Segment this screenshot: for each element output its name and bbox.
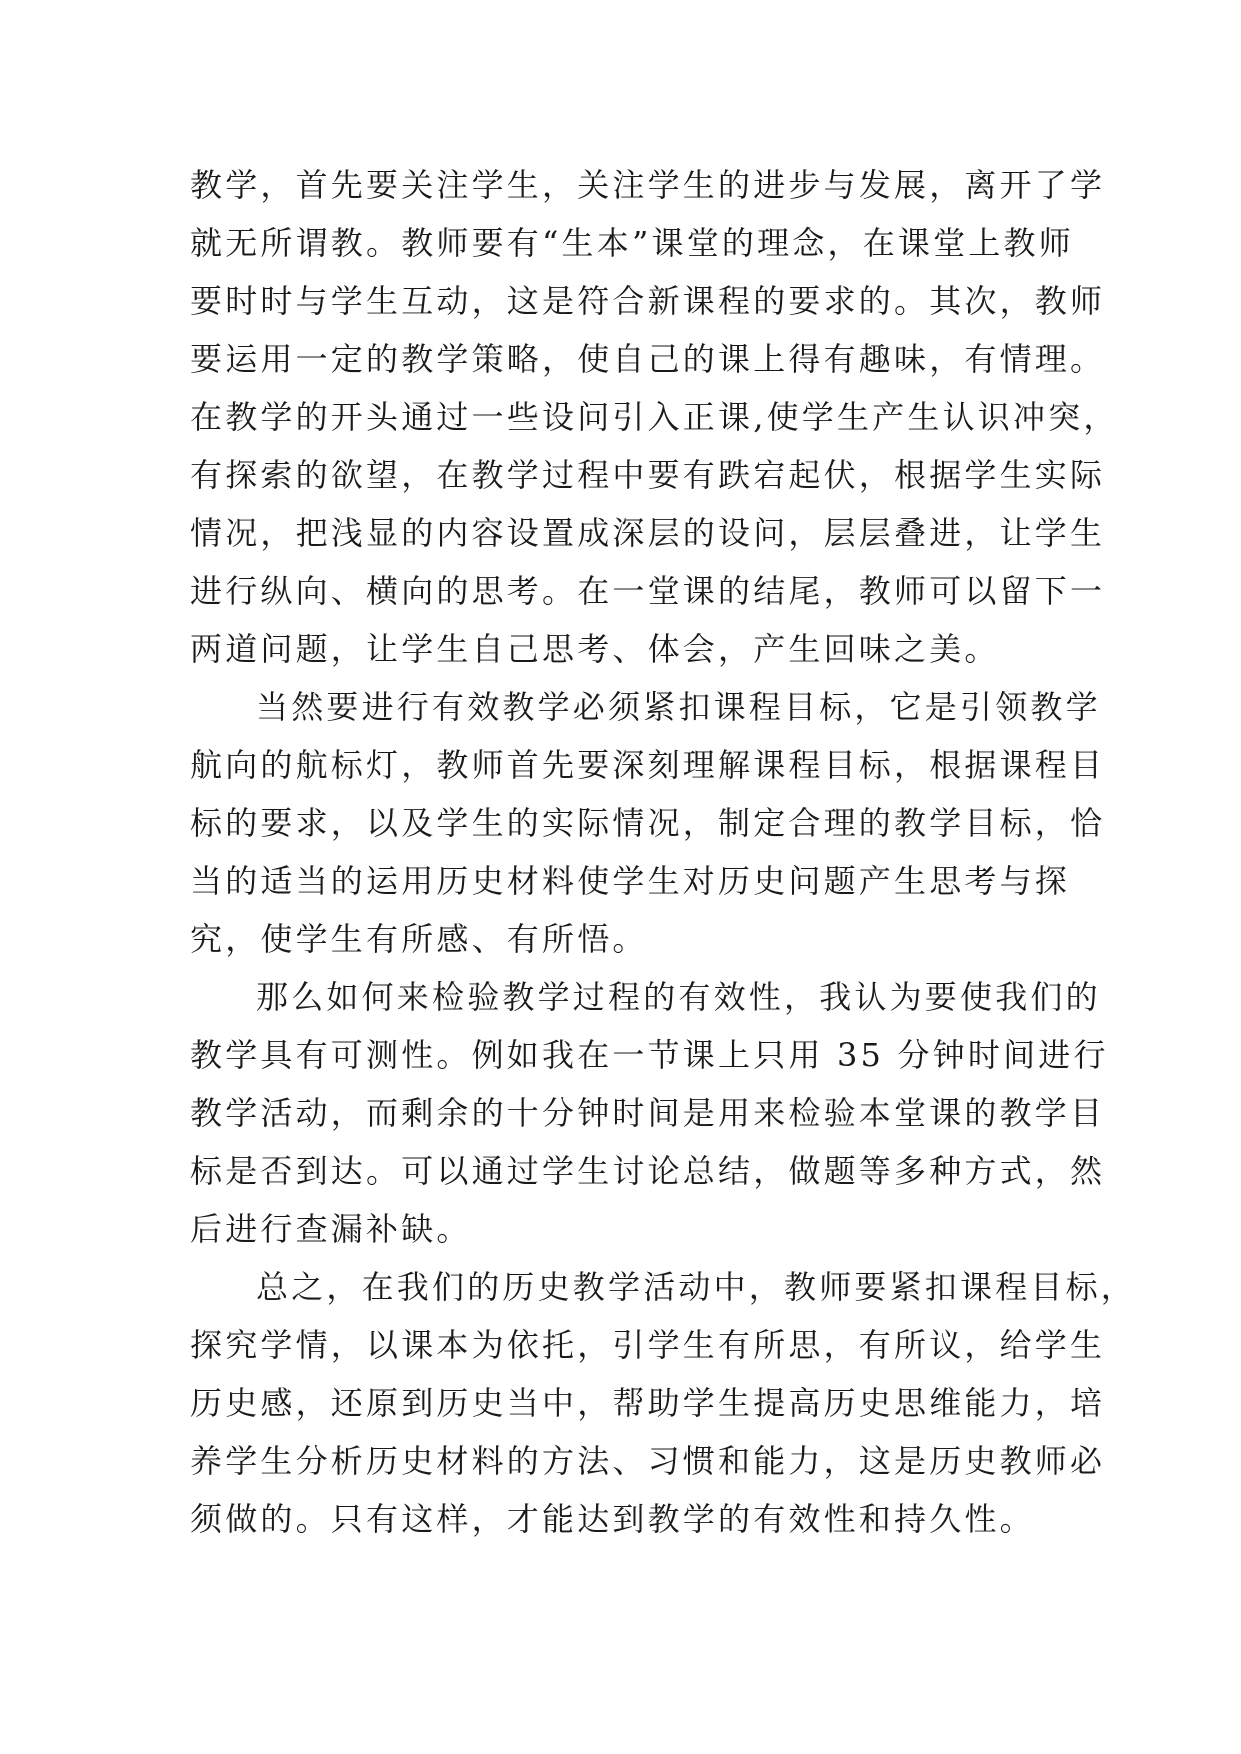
text-line: 在教学的开头通过一些设问引入正课,使学生产生认识冲突， [190,398,1119,436]
paragraph-first-line: 当然要进行有效教学必须紧扣课程目标，它是引领教学 [256,688,1101,726]
text-line: 探究学情，以课本为依托，引学生有所思，有所议，给学生 [190,1326,1106,1364]
text-line: 历史感，还原到历史当中，帮助学生提高历史思维能力，培 [190,1384,1106,1422]
text-line: 究，使学生有所感、有所悟。 [190,920,648,958]
text-line: 教学活动，而剩余的十分钟时间是用来检验本堂课的教学目 [190,1094,1106,1132]
paragraph-first-line: 那么如何来检验教学过程的有效性，我认为要使我们的 [256,978,1101,1016]
text-line: 标是否到达。可以通过学生讨论总结，做题等多种方式，然 [190,1152,1106,1190]
text-line: 须做的。只有这样，才能达到教学的有效性和持久性。 [190,1500,1035,1538]
text-line: 进行纵向、横向的思考。在一堂课的结尾，教师可以留下一 [190,572,1106,610]
text-line: 要运用一定的教学策略，使自己的课上得有趣味，有情理。 [190,340,1106,378]
text-line: 情况，把浅显的内容设置成深层的设问，层层叠进，让学生 [190,514,1106,552]
text-line: 教学，首先要关注学生，关注学生的进步与发展，离开了学 [190,166,1106,204]
text-line: 标的要求，以及学生的实际情况，制定合理的教学目标，恰 [190,804,1106,842]
text-line: 两道问题，让学生自己思考、体会，产生回味之美。 [190,630,1000,668]
text-line: 要时时与学生互动，这是符合新课程的要求的。其次，教师 [190,282,1106,320]
text-line: 养学生分析历史材料的方法、习惯和能力，这是历史教师必 [190,1442,1106,1480]
text-line: 就无所谓教。教师要有“生本”课堂的理念，在课堂上教师 [190,224,1074,262]
paragraph-first-line: 总之，在我们的历史教学活动中，教师要紧扣课程目标， [256,1268,1137,1306]
text-line: 教学具有可测性。例如我在一节课上只用 35 分钟时间进行 [190,1036,1109,1074]
text-line: 航向的航标灯，教师首先要深刻理解课程目标，根据课程目 [190,746,1106,784]
text-line: 当的适当的运用历史材料使学生对历史问题产生思考与探 [190,862,1071,900]
text-line: 有探索的欲望，在教学过程中要有跌宕起伏，根据学生实际 [190,456,1106,494]
text-line: 后进行查漏补缺。 [190,1210,472,1248]
